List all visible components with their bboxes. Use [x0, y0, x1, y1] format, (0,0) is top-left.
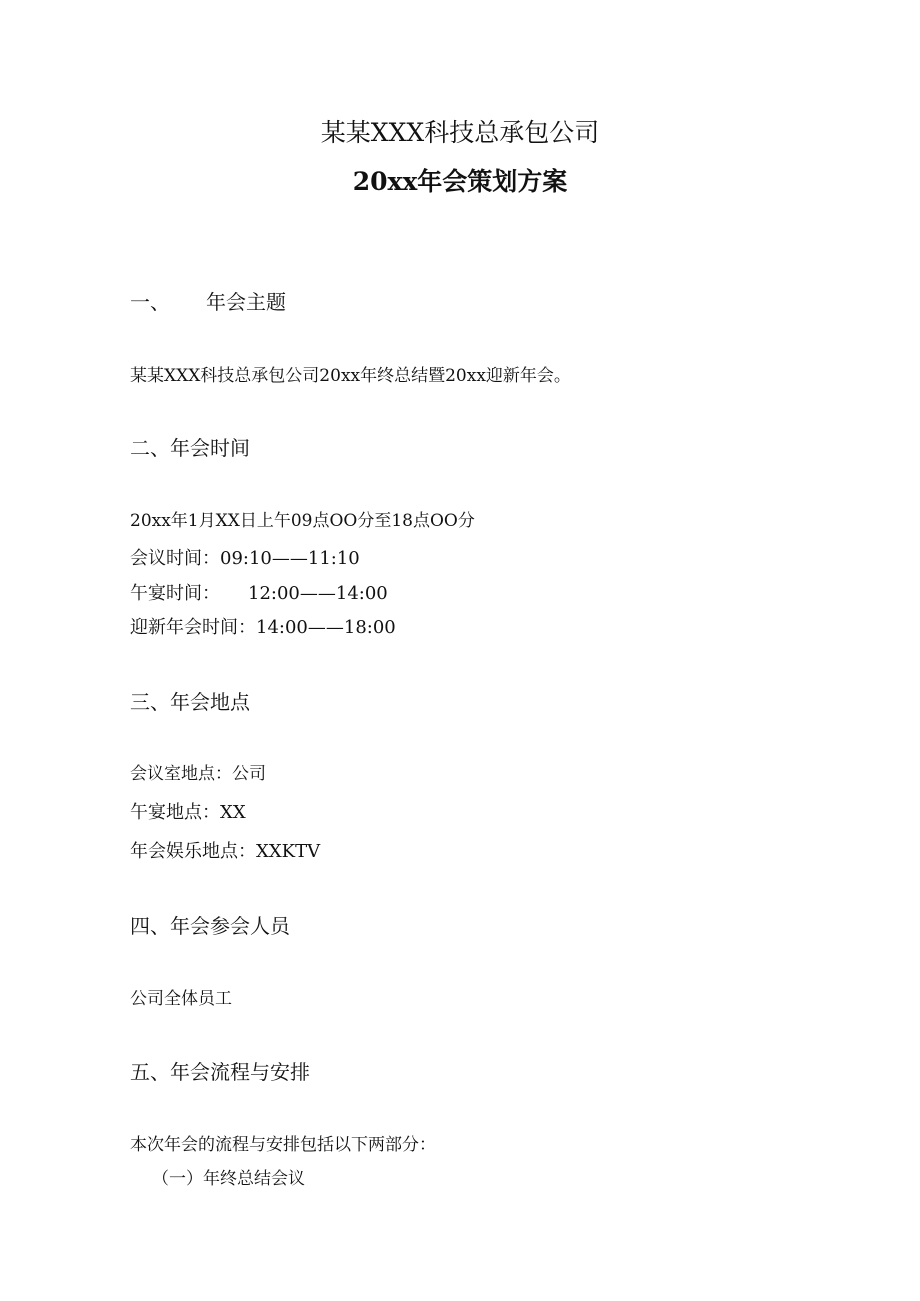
document-title-company: 某某XXX科技总承包公司: [320, 118, 600, 147]
section-title: 年会地点: [170, 690, 250, 714]
entertainment-location-line: 年会娱乐地点：XXKTV: [130, 841, 321, 862]
theme-text: 某某XXX科技总承包公司20xx年终总结暨20xx迎新年会。: [130, 366, 571, 386]
section-number: 四、: [130, 914, 170, 938]
section-number: 二、: [130, 436, 170, 460]
agenda-subsection-title: （一）年终总结会议: [152, 1169, 305, 1189]
section-heading-agenda: [130, 1058, 310, 1086]
section-number: 五、: [130, 1060, 170, 1084]
section-heading-theme: [130, 288, 286, 316]
participants-text: 公司全体员工: [130, 989, 232, 1009]
section-heading-location: [130, 688, 250, 716]
lunch-location-line: 午宴地点：XX: [130, 802, 246, 823]
section-heading-participants: [130, 912, 290, 940]
section-number: 三、: [130, 690, 170, 714]
meeting-time-line: 会议时间：09:10——11:10: [130, 548, 360, 569]
section-title: 年会主题: [206, 290, 286, 314]
new-year-party-time-line: 迎新年会时间：14:00——18:00: [130, 617, 396, 638]
time-date-line: 20xx年1月XX日上午09点OO分至18点OO分: [130, 511, 475, 531]
section-number: 一、: [130, 290, 170, 314]
section-title: 年会流程与安排: [170, 1060, 310, 1084]
lunch-time-value: 12:00——14:00: [248, 583, 388, 604]
meeting-room-location-line: 会议室地点：公司: [130, 764, 266, 784]
section-title: 年会参会人员: [170, 914, 290, 938]
agenda-intro-text: 本次年会的流程与安排包括以下两部分：: [130, 1135, 436, 1155]
document-title-plan-text: 20xx年会策划方案: [352, 167, 568, 196]
lunch-time-line: [130, 582, 388, 606]
section-heading-time: [130, 434, 250, 462]
document-title-plan: [0, 166, 920, 198]
section-title: 年会时间: [170, 436, 250, 460]
lunch-time-label: 午宴时间：: [130, 583, 220, 604]
